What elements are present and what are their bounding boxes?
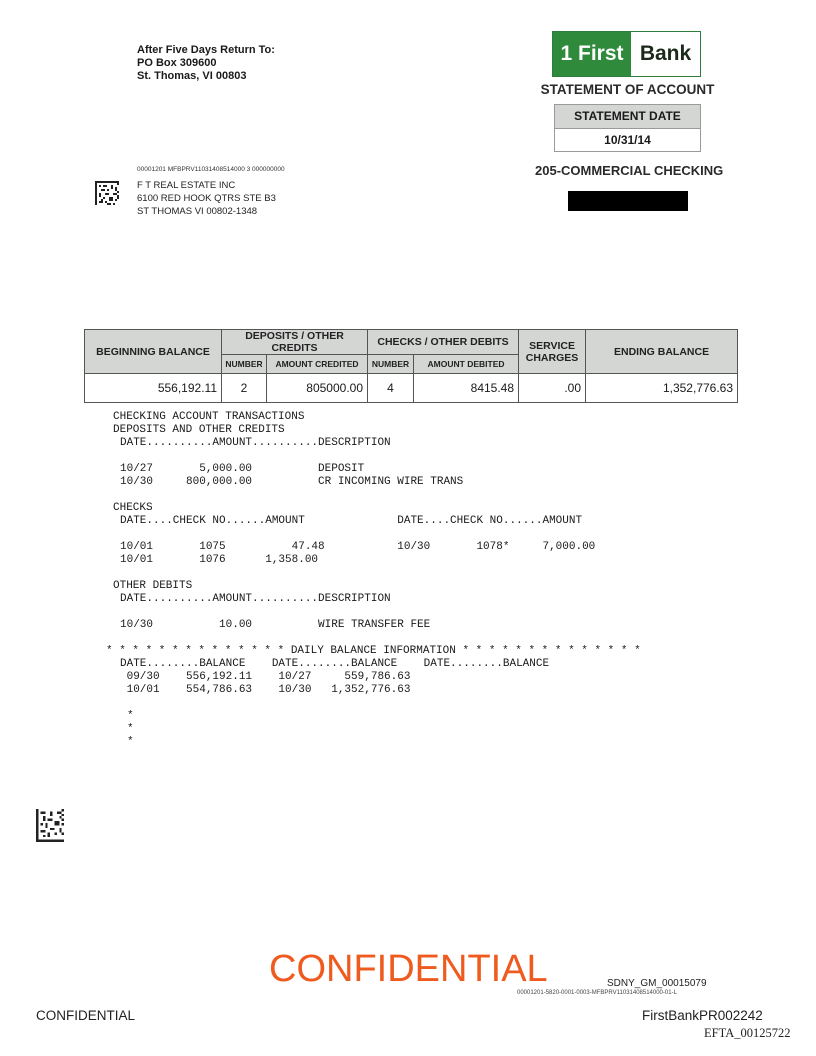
customer-address	[137, 179, 276, 218]
deposit-row: 10/30 800,000.00 CR INCOMING WIRE TRANS	[120, 476, 464, 488]
header-amount-credited: AMOUNT CREDITED	[267, 355, 368, 374]
other-debits-header: DATE..........AMOUNT..........DESCRIPTION	[120, 593, 391, 605]
amount-debited-value: 8415.48	[414, 374, 519, 403]
return-address	[137, 44, 275, 83]
star-marker: *	[127, 736, 134, 748]
bates-number: SDNY_GM_00015079	[607, 978, 707, 989]
daily-balance-title: * * * * * * * * * * * * * * DAILY BALANCE INFORMATION * * * * * * * * * * * * * *	[106, 645, 641, 657]
production-id: FirstBankPR002242	[642, 1008, 763, 1023]
header-deposits: DEPOSITS / OTHER CREDITS	[222, 330, 368, 355]
statement-date-label: STATEMENT DATE	[555, 105, 700, 129]
return-address-line1: After Five Days Return To:	[137, 44, 275, 56]
check-row: 10/01 1076 1,358.00	[120, 554, 319, 566]
transactions-title: CHECKING ACCOUNT TRANSACTIONS	[113, 411, 305, 423]
confidential-label: CONFIDENTIAL	[36, 1008, 136, 1023]
barcode-2d-icon	[36, 809, 64, 842]
header-amount-debited: AMOUNT DEBITED	[414, 355, 519, 374]
star-marker: *	[127, 723, 134, 735]
header-ending-balance: ENDING BALANCE	[586, 330, 738, 374]
deposits-title: DEPOSITS AND OTHER CREDITS	[113, 424, 285, 436]
account-type: 205-COMMERCIAL CHECKING	[535, 163, 724, 178]
deposit-row: 10/27 5,000.00 DEPOSIT	[120, 463, 365, 475]
customer-name: F T REAL ESTATE INC	[137, 180, 236, 191]
checks-title: CHECKS	[113, 502, 153, 514]
header-checks: CHECKS / OTHER DEBITS	[368, 330, 519, 355]
checks-header: DATE....CHECK NO......AMOUNT DATE....CHECK NO......AMOUNT	[120, 515, 583, 527]
statement-title: STATEMENT OF ACCOUNT	[540, 82, 715, 97]
header-beginning-balance: BEGINNING BALANCE	[85, 330, 222, 374]
bank-logo	[552, 31, 701, 77]
beginning-balance-value: 556,192.11	[85, 374, 222, 403]
deposits-header: DATE..........AMOUNT..........DESCRIPTION	[120, 437, 391, 449]
barcode-2d-icon	[95, 181, 119, 205]
debit-count-value: 4	[368, 374, 414, 403]
service-charges-value: .00	[519, 374, 586, 403]
return-address-line3: St. Thomas, VI 00803	[137, 70, 247, 82]
customer-street: 6100 RED HOOK QTRS STE B3	[137, 193, 276, 204]
daily-balance-row: 09/30 556,192.11 10/27 559,786.63	[120, 671, 411, 683]
confidential-stamp: CONFIDENTIAL	[269, 948, 548, 990]
logo-bank: Bank	[631, 32, 700, 76]
star-marker: *	[127, 710, 134, 722]
header-debit-number: NUMBER	[368, 355, 414, 374]
document-code: 00001201-5820-0001-0003-MFBPRV11031408514000-01-L	[517, 990, 677, 996]
header-deposit-number: NUMBER	[222, 355, 267, 374]
statement-date-value: 10/31/14	[604, 133, 651, 147]
check-row: 10/01 1075 47.48 10/30 1078* 7,000.00	[120, 541, 596, 553]
redaction-bar	[568, 191, 688, 211]
efta-id: EFTA_00125722	[704, 1026, 791, 1040]
amount-credited-value: 805000.00	[267, 374, 368, 403]
other-debit-row: 10/30 10.00 WIRE TRANSFER FEE	[120, 619, 431, 631]
statement-date-box	[554, 104, 701, 152]
customer-city: ST THOMAS VI 00802-1348	[137, 206, 258, 217]
daily-balance-header: DATE........BALANCE DATE........BALANCE DATE........BALANCE	[120, 658, 550, 670]
daily-balance-row: 10/01 554,786.63 10/30 1,352,776.63	[120, 684, 411, 696]
return-address-line2: PO Box 309600	[137, 57, 217, 69]
summary-values-row	[85, 374, 738, 403]
header-service-charges: SERVICE CHARGES	[519, 330, 586, 374]
logo-first: 1 First	[553, 32, 631, 76]
account-summary-table	[84, 329, 738, 403]
other-debits-title: OTHER DEBITS	[113, 580, 193, 592]
mail-code: 00001201 MFBPRV11031408514000 3 000000000	[137, 166, 285, 173]
deposit-count-value: 2	[222, 374, 267, 403]
ending-balance-value: 1,352,776.63	[586, 374, 738, 403]
